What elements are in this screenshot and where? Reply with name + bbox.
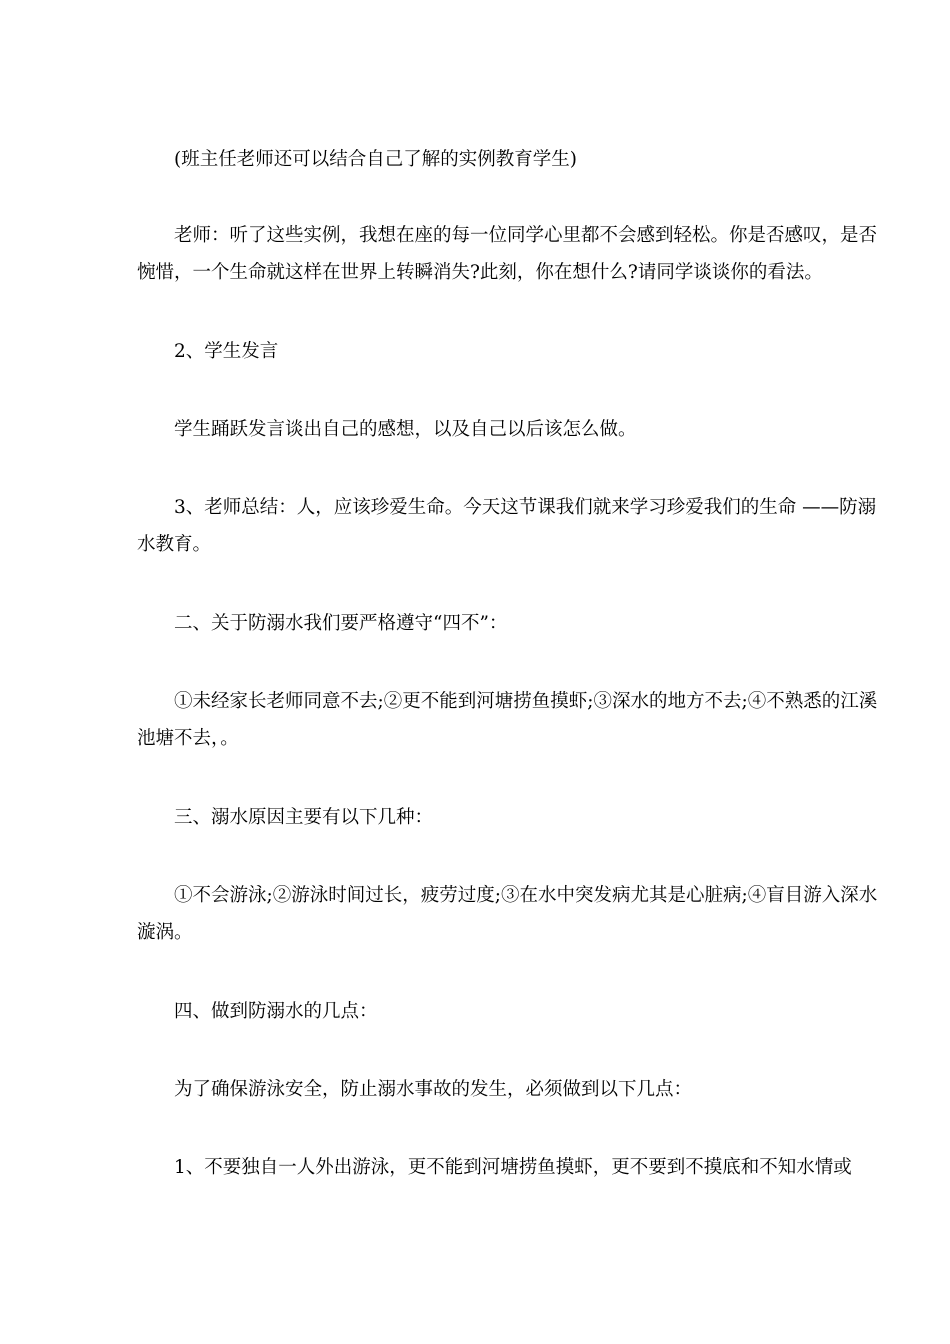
paragraph-teacher-speech: 老师：听了这些实例，我想在座的每一位同学心里都不会感到轻松。你是否感叹，是否惋惜，一个生命就这样在世界上转瞬消失?此刻，你在想什么?请同学谈谈你的看法。	[137, 225, 878, 283]
paragraph-student-speech: 学生踊跃发言谈出自己的感想，以及自己以后该怎么做。	[174, 419, 637, 440]
paragraph-prevention-item-1: 1、不要独自一人外出游泳，更不能到河塘捞鱼摸虾，更不要到不摸底和不知水情或	[174, 1157, 852, 1178]
paragraph-four-nos: ①未经家长老师同意不去;②更不能到河塘捞鱼摸虾;③深水的地方不去;④不熟悉的江溪池塘不去，。	[137, 691, 878, 749]
section-heading-prevention: 四、做到防溺水的几点：	[174, 1001, 378, 1022]
paragraph-causes: ①不会游泳;②游泳时间过长，疲劳过度;③在水中突发病尤其是心脏病;④盲目游入深水漩涡。	[137, 885, 878, 943]
paragraph-teacher-summary: 3、老师总结：人，应该珍爱生命。今天这节课我们就来学习珍爱我们的生命 ——防溺水教育。	[137, 497, 877, 555]
section-heading-four-nos: 二、关于防溺水我们要严格遵守“四不”：	[174, 613, 508, 634]
paragraph-student-speech-heading: 2、学生发言	[174, 341, 279, 362]
paragraph-prevention-intro: 为了确保游泳安全，防止溺水事故的发生，必须做到以下几点：	[174, 1079, 693, 1100]
section-heading-causes: 三、溺水原因主要有以下几种：	[174, 807, 434, 828]
paragraph-note: (班主任老师还可以结合自己了解的实例教育学生)	[174, 149, 577, 170]
